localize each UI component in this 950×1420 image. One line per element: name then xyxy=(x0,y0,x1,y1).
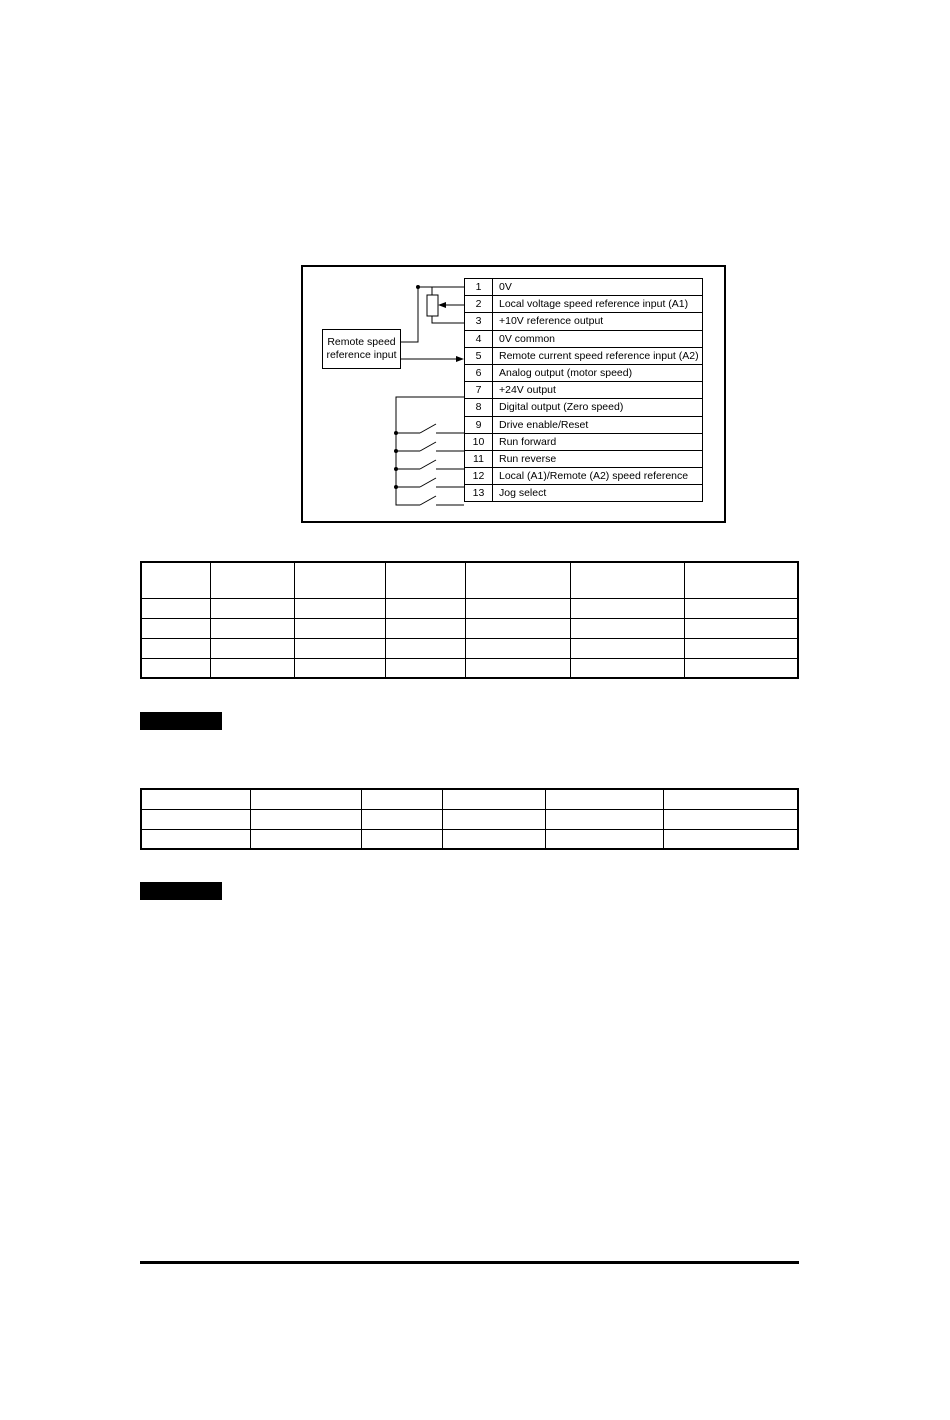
terminal-row xyxy=(465,347,703,364)
table-cell xyxy=(571,618,685,638)
table-cell xyxy=(295,638,386,658)
table-header-row xyxy=(141,562,798,598)
table-cell xyxy=(685,598,799,618)
table-cell xyxy=(685,562,799,598)
table-cell xyxy=(685,638,799,658)
table-cell xyxy=(211,562,295,598)
terminal-row xyxy=(465,313,703,330)
table-cell xyxy=(443,829,546,849)
terminal-row xyxy=(465,450,703,467)
table-cell xyxy=(571,638,685,658)
table-cell xyxy=(386,598,466,618)
table-row xyxy=(141,658,798,678)
table-cell xyxy=(685,658,799,678)
terminal-description: Local (A1)/Remote (A2) speed reference xyxy=(493,468,703,485)
terminal-row xyxy=(465,279,703,296)
table-cell xyxy=(571,598,685,618)
terminal-description: Run forward xyxy=(493,433,703,450)
terminal-table xyxy=(464,278,703,502)
table-cell xyxy=(141,562,211,598)
table-cell xyxy=(466,598,571,618)
table-cell xyxy=(362,809,443,829)
terminal-description: 0V common xyxy=(493,330,703,347)
terminal-number: 13 xyxy=(465,485,493,502)
terminal-row xyxy=(465,382,703,399)
table-cell xyxy=(664,789,799,809)
note-block-1 xyxy=(140,712,222,730)
table-cell xyxy=(141,598,211,618)
table-cell xyxy=(141,829,251,849)
terminal-description: Jog select xyxy=(493,485,703,502)
table-cell xyxy=(251,809,362,829)
table-row xyxy=(141,598,798,618)
terminal-description: Run reverse xyxy=(493,450,703,467)
terminal-number: 2 xyxy=(465,296,493,313)
terminal-row xyxy=(465,330,703,347)
table-cell xyxy=(546,809,664,829)
table-cell xyxy=(211,618,295,638)
table-cell xyxy=(295,598,386,618)
table-cell xyxy=(466,658,571,678)
table-cell xyxy=(466,562,571,598)
terminal-row xyxy=(465,399,703,416)
terminal-number: 10 xyxy=(465,433,493,450)
data-table-1 xyxy=(140,561,799,679)
terminal-row xyxy=(465,364,703,381)
table-cell xyxy=(664,829,799,849)
table-cell xyxy=(362,789,443,809)
table-cell xyxy=(386,562,466,598)
table-cell xyxy=(295,658,386,678)
table-cell xyxy=(546,829,664,849)
footer-rule xyxy=(140,1261,799,1264)
table-cell xyxy=(362,829,443,849)
terminal-description: Local voltage speed reference input (A1) xyxy=(493,296,703,313)
terminal-row xyxy=(465,485,703,502)
terminal-row xyxy=(465,433,703,450)
table-cell xyxy=(211,658,295,678)
terminal-number: 12 xyxy=(465,468,493,485)
table-cell xyxy=(443,789,546,809)
table-row xyxy=(141,618,798,638)
table-cell xyxy=(386,638,466,658)
table-cell xyxy=(141,658,211,678)
table-cell xyxy=(211,598,295,618)
remote-label-line1: Remote speed xyxy=(327,336,396,348)
table-cell xyxy=(211,638,295,658)
terminal-row xyxy=(465,468,703,485)
terminal-number: 1 xyxy=(465,279,493,296)
table-row xyxy=(141,638,798,658)
terminal-row xyxy=(465,296,703,313)
table-cell xyxy=(571,562,685,598)
terminal-description: Remote current speed reference input (A2) xyxy=(493,347,703,364)
terminal-description: Drive enable/Reset xyxy=(493,416,703,433)
table-cell xyxy=(295,562,386,598)
data-table-2 xyxy=(140,788,799,850)
table-cell xyxy=(295,618,386,638)
table-cell xyxy=(664,809,799,829)
table-header-row xyxy=(141,789,798,809)
table-cell xyxy=(386,618,466,638)
table-cell xyxy=(466,618,571,638)
terminal-number: 3 xyxy=(465,313,493,330)
table-cell xyxy=(571,658,685,678)
terminal-description: +10V reference output xyxy=(493,313,703,330)
terminal-number: 6 xyxy=(465,364,493,381)
note-block-2 xyxy=(140,882,222,900)
terminal-description: +24V output xyxy=(493,382,703,399)
terminal-row xyxy=(465,416,703,433)
terminal-description: 0V xyxy=(493,279,703,296)
table-cell xyxy=(443,809,546,829)
terminal-number: 7 xyxy=(465,382,493,399)
table-cell xyxy=(141,789,251,809)
terminal-number: 8 xyxy=(465,399,493,416)
table-cell xyxy=(386,658,466,678)
table-cell xyxy=(141,618,211,638)
terminal-description: Digital output (Zero speed) xyxy=(493,399,703,416)
table-row xyxy=(141,829,798,849)
table-cell xyxy=(466,638,571,658)
table-cell xyxy=(251,829,362,849)
terminal-number: 11 xyxy=(465,450,493,467)
table-cell xyxy=(546,789,664,809)
terminal-number: 9 xyxy=(465,416,493,433)
remote-label-line2: reference input xyxy=(326,349,397,361)
table-cell xyxy=(685,618,799,638)
table-cell xyxy=(251,789,362,809)
terminal-number: 5 xyxy=(465,347,493,364)
terminal-number: 4 xyxy=(465,330,493,347)
table-cell xyxy=(141,809,251,829)
terminal-description: Analog output (motor speed) xyxy=(493,364,703,381)
table-row xyxy=(141,809,798,829)
table-cell xyxy=(141,638,211,658)
